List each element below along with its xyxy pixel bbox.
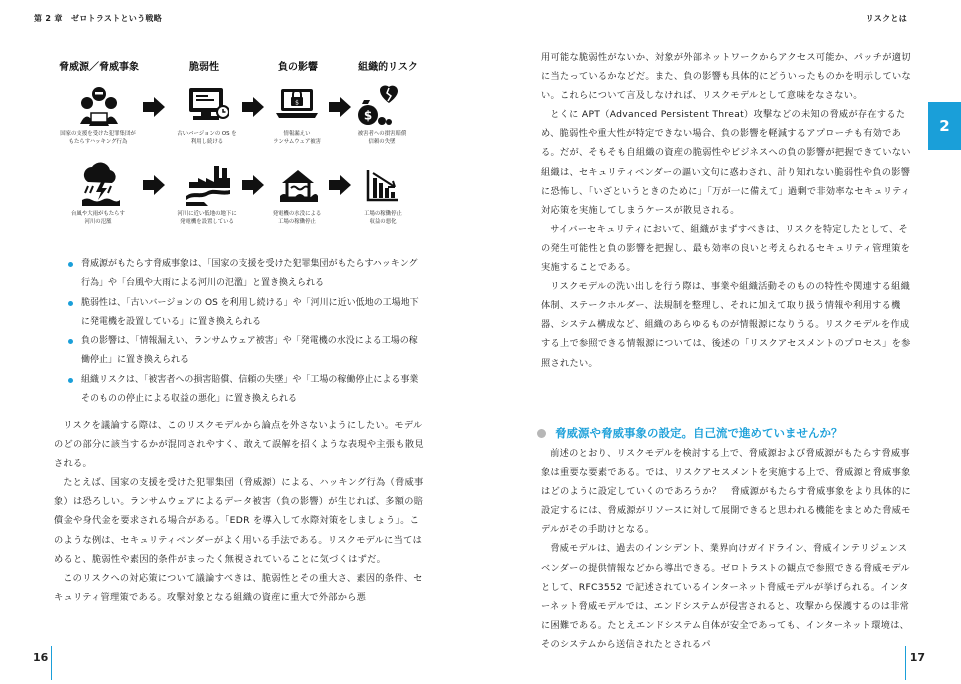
figure-caption-impact-2: 発電機の水没による 工場の稼働停止 bbox=[272, 211, 322, 225]
list-item: 組織リスクは、「被害者への損害賠償、信頼の失墜」や「工場の稼働停止による事業そのものの停止による収益の悪化」に置き換えられる bbox=[64, 371, 424, 410]
bullet-list bbox=[64, 255, 424, 409]
paragraph: サイバーセキュリティにおいて、組織がまずすべきは、リスクを特定したとして、その発生可能性と負の影響を把握し、最も効率の良いと考えられるセキュリティ管理策を実施することである。 bbox=[541, 223, 911, 274]
running-head-right: リスクとは bbox=[865, 14, 907, 23]
left-page bbox=[0, 0, 480, 684]
svg-text:$: $ bbox=[363, 108, 373, 123]
figure-caption-risk-1: 被害者への損害賠償 信頼の失墜 bbox=[357, 131, 407, 145]
paragraph: たとえば、国家の支援を受けた犯罪集団（脅威源）による、ハッキング行為（脅威事象）は恐ろしい。ランサムウェアによるデータ被害（負の影響）が生じれば、多額の賠償金や身代金を要求される場合がある。「EDR を導入して水際対策をしましょう」。このような例は、セキュリティベンダーがよく用いる手法である。リスクモデルに当てはめると、脆弱性や素因的条件がまったく無視されていることに気づくはずだ。 bbox=[54, 477, 424, 565]
list-item: 脆弱性は、「古いバージョンの OS を利用し続ける」や「河川に近い低地の工場地下に発電機を設置している」に置き換えられる bbox=[64, 294, 424, 333]
hacker-group-icon bbox=[78, 84, 120, 130]
figure-caption-threat-1: 国家の支援を受けた犯罪集団が もたらすハッキング行為 bbox=[60, 131, 136, 145]
list-item: 負の影響は、「情報漏えい、ランサムウェア被害」や「発電機の水没による工場の稼働停止」に置き換えられる bbox=[64, 332, 424, 371]
section-heading-text: 脅威源や脅威事象の設定。自己流で進めていませんか？ bbox=[555, 426, 843, 440]
folio-rule-right bbox=[905, 646, 906, 680]
bullet-dot-icon bbox=[68, 339, 73, 344]
storm-cloud-icon bbox=[80, 162, 120, 210]
right-body-text-top bbox=[541, 48, 913, 373]
arrow-right-icon bbox=[329, 97, 351, 121]
list-item: 脅威源がもたらす脅威事象は、「国家の支援を受けた犯罪集団がもたらすハッキング行為」や「台風や大雨による河川の氾濫」と置き換えられる bbox=[64, 255, 424, 294]
chapter-tab: 2 bbox=[928, 102, 961, 150]
paragraph: 前述のとおり、リスクモデルを検討する上で、脅威源および脅威源がもたらす脅威事象は重要な要素である。では、リスクアセスメントを実施する上で、脅威源と脅威事象はどのように設定していくのであろうか？ 脅威源がもたらす脅威事象をより具体的に設定するには、脅威源がリソースに対して展開できると思われる機能をまとめた脅威モデルがその手助けとなる。 bbox=[541, 448, 912, 536]
paragraph: このリスクへの対応策について議論すべきは、脆弱性とその重大さ、素因的条件、セキュリティ管理策である。攻撃対象となる組織の資産に重大で外部から悪 bbox=[54, 572, 423, 603]
arrow-right-icon bbox=[242, 175, 264, 199]
svg-text:$: $ bbox=[295, 99, 299, 107]
factory-lowland-icon bbox=[184, 164, 232, 210]
declining-chart-icon bbox=[366, 168, 400, 206]
figure-caption-vulnerability-2: 河川に近い低地の地下に 発電機を設置している bbox=[177, 211, 237, 225]
right-page bbox=[481, 0, 961, 684]
figure-caption-risk-2: 工場の稼働停止 収益の悪化 bbox=[364, 211, 402, 225]
paragraph: リスクモデルの洗い出しを行う際は、事業や組織活動そのものの特性や関連する組織体制、ステークホルダー、法規制を整理し、それに加えて取り扱う情報や利用する機器、システム構成など、組織のあらゆるものが情報源になりうる。リスクモデルを作成する上で参照できる情報源については、後述の「リスクアセスメントのプロセス」を参照されたい。 bbox=[541, 281, 911, 369]
flooded-generator-icon bbox=[278, 166, 318, 208]
page-number-right: 17 bbox=[909, 651, 925, 664]
paragraph: 脅威モデルは、過去のインシデント、業界向けガイドライン、脅威インテリジェンスベンダーの提供情報などから導出できる。ゼロトラストの観点で参照できる脅威モデルとして、RFC3552 で記述されているインターネット脅威モデルが挙げられる。インターネット脅威モデルでは、エンドシステムが侵害されると、攻撃から保護するのは非常に困難である。たとえエンドシステム自体が安全であっても、インターネット環境は、そのシステムから送信されたとされるパ bbox=[541, 543, 910, 650]
page-number-left: 16 bbox=[33, 651, 49, 664]
figure-caption-threat-2: 台風や大雨がもたらす 河川の氾濫 bbox=[71, 211, 125, 225]
arrow-right-icon bbox=[143, 97, 165, 121]
heading-marker-icon bbox=[537, 429, 546, 438]
running-head-left: 第 2 章 ゼロトラストという戦略 bbox=[34, 14, 162, 23]
bullet-dot-icon bbox=[68, 378, 73, 383]
arrow-right-icon bbox=[242, 97, 264, 121]
figure-header-vulnerability: 脆弱性 bbox=[189, 62, 219, 73]
section-heading bbox=[537, 425, 843, 441]
figure-caption-vulnerability-1: 古いバージョンの OS を 利用し続ける bbox=[177, 131, 237, 145]
paragraph: とくに APT（Advanced Persistent Threat）攻撃などの未知の脅威が存在するため、脆弱性や重大性が特定できない場合、負の影響を軽減するアプローチも有効である。だが、そもそも自組織の資産の脆弱性やビジネスへの負の影響が把握できていない組織は、セキュリティベンダーの謳い文句に惑わされ、計り知れない脆弱性や負の影響に恐怖し、「いざというときのために」「万が一に備えて」過剰で非効率なセキュリティ対応策を実施してしまうケースが散見される。 bbox=[541, 109, 911, 216]
bullet-dot-icon bbox=[68, 262, 73, 267]
arrow-right-icon bbox=[329, 175, 351, 199]
right-body-text-bottom bbox=[541, 444, 913, 654]
ransomware-laptop-icon bbox=[274, 86, 320, 128]
figure-caption-impact-1: 情報漏えい ランサムウェア被害 bbox=[272, 131, 322, 145]
figure-header-risk: 組織的リスク bbox=[358, 62, 418, 73]
figure-header-impact: 負の影響 bbox=[278, 62, 318, 73]
money-broken-heart-icon bbox=[356, 84, 402, 130]
old-computer-icon bbox=[187, 86, 229, 128]
bullet-dot-icon bbox=[68, 301, 73, 306]
folio-rule-left bbox=[51, 646, 52, 680]
figure-header-threat: 脅威源／脅威事象 bbox=[59, 62, 139, 73]
paragraph: 用可能な脆弱性がないか、対象が外部ネットワークからアクセス可能か、パッチが適切に当たっているかなどだ。また、負の影響も具体的にどういったものかを明示していない。これらについて言及しなければ、リスクモデルとして意味をなさない。 bbox=[541, 52, 912, 102]
arrow-right-icon bbox=[143, 175, 165, 199]
paragraph: リスクを議論する際は、このリスクモデルから論点を外さないようにしたい。モデルのどの部分に該当するかが混同されやすく、敢えて誤解を招くような表現や主張も散見される。 bbox=[54, 420, 424, 470]
left-body-text bbox=[54, 416, 428, 607]
